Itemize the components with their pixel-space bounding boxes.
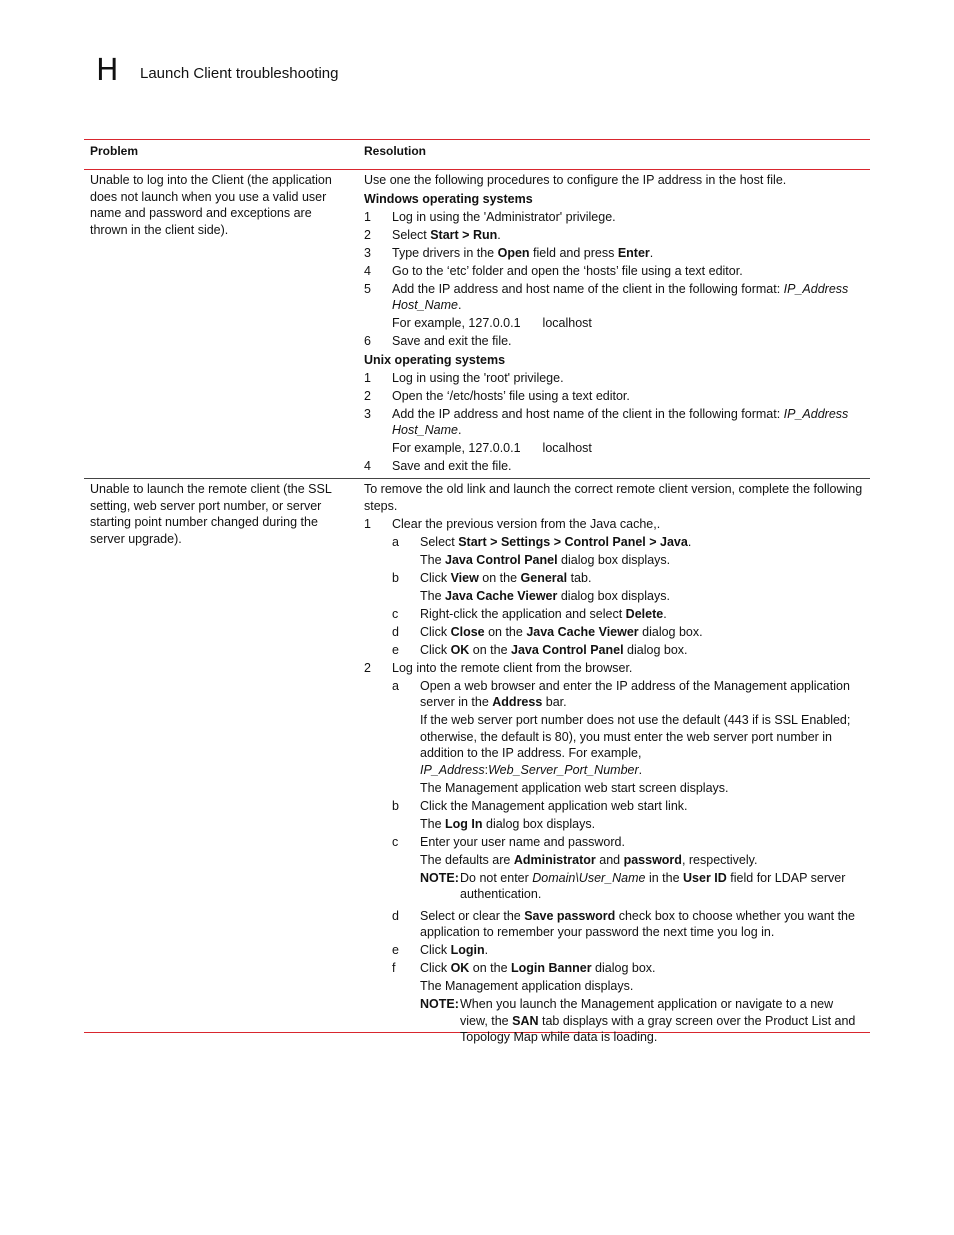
substep: a Open a web browser and enter the IP address of the Management application server in the Address bar. [392, 678, 850, 709]
example-text: For example, 127.0.0.1 localhost [392, 316, 592, 330]
resolution-intro: Use one the following procedures to configure the IP address in the host file. [364, 173, 787, 187]
substep-result: The defaults are Administrator and password, respectively. [420, 852, 758, 867]
substep: b Click the Management application web start link. [392, 798, 688, 813]
substep: d Click Close on the Java Cache Viewer dialog box. [392, 624, 703, 639]
step: 2 Log into the remote client from the browser. [364, 660, 633, 675]
resolution-cell [358, 479, 870, 1044]
table-header-row [84, 140, 870, 169]
note: NOTE: When you launch the Management application or navigate to a new view, the SAN tab displays with a gray screen over the Product List and Topology Map while data is loading. [420, 997, 856, 1044]
problem-cell: Unable to launch the remote client (the SSL setting, web server port number, or server starting point number changed during the server upgrade). [90, 482, 332, 546]
note-label: NOTE: [420, 870, 459, 885]
substep-detail: If the web server port number does not use the default (443 if is SSL Enabled; otherwise, the default is 80), you must enter the web server port number in addition to the IP address. For example, IP_Address:Web_Server_Port_Number. [420, 713, 851, 777]
page-header-title: Launch Client troubleshooting [140, 65, 339, 82]
substep: b Click View on the General tab. [392, 570, 592, 585]
note-label: NOTE: [420, 997, 459, 1011]
note: NOTE: Do not enter Domain\User_Name in the User ID field for LDAP server authentication. [420, 870, 846, 901]
table-row [84, 170, 870, 478]
step: 2 Open the ‘/etc/hosts’ file using a text editor. [364, 388, 630, 403]
substep: e Click OK on the Java Control Panel dialog box. [392, 642, 688, 657]
step: 2 Select Start > Run. [364, 227, 501, 242]
troubleshooting-table [84, 139, 870, 1044]
step: 4 Go to the ‘etc’ folder and open the ‘hosts’ file using a text editor. [364, 263, 743, 278]
step: 1 Log in using the 'root' privilege. [364, 370, 564, 385]
substep: c Enter your user name and password. [392, 834, 625, 849]
step: 4 Save and exit the file. [364, 459, 512, 473]
substep-result: The Java Control Panel dialog box displays. [420, 552, 671, 567]
unix-section-title: Unix operating systems [364, 352, 506, 367]
step: 6 Save and exit the file. [364, 334, 512, 348]
column-header-problem: Problem [90, 144, 139, 158]
substep-result: The Management application displays. [420, 979, 634, 993]
resolution-intro: To remove the old link and launch the correct remote client version, complete the following steps. [364, 482, 863, 513]
table-row [84, 479, 870, 1044]
substep-result: The Java Cache Viewer dialog box displays. [420, 588, 670, 603]
substep-result: The Management application web start screen displays. [420, 780, 729, 795]
chapter-letter: H [96, 53, 119, 88]
step: 5 Add the IP address and host name of the client in the following format: IP_Address Host_Name. [364, 281, 849, 312]
example-text: For example, 127.0.0.1 localhost [392, 441, 592, 455]
windows-section-title: Windows operating systems [364, 191, 533, 206]
substep: e Click Login. [392, 943, 489, 957]
substep: d Select or clear the Save password check box to choose whether you want the application to remember your password the next time you log in. [392, 908, 855, 939]
problem-cell: Unable to log into the Client (the application does not launch when you use a valid user name and password and exceptions are thrown in the client side). [90, 173, 332, 237]
substep: f Click OK on the Login Banner dialog box. [392, 961, 656, 975]
step: 1 Log in using the 'Administrator' privilege. [364, 209, 616, 224]
step: 3 Add the IP address and host name of the client in the following format: IP_Address Host_Name. [364, 406, 849, 437]
column-header-resolution: Resolution [364, 144, 426, 158]
step: 3 Type drivers in the Open field and press Enter. [364, 245, 654, 260]
step: 1 Clear the previous version from the Java cache,. [364, 516, 661, 531]
substep: c Right-click the application and select Delete. [392, 606, 667, 621]
substep-result: The Log In dialog box displays. [420, 816, 596, 831]
substep: a Select Start > Settings > Control Panel > Java. [392, 534, 692, 549]
resolution-cell [358, 170, 870, 478]
